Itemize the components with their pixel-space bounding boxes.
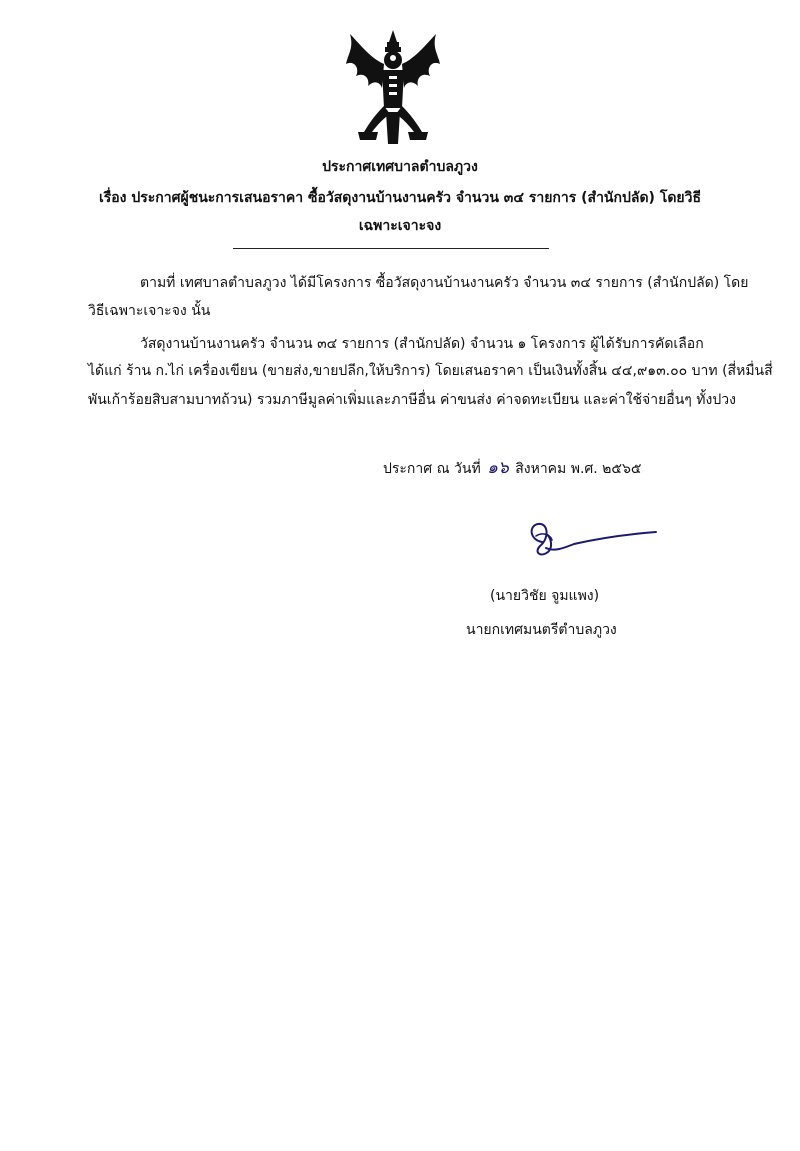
handwritten-signature [520, 512, 660, 562]
announcement-date [383, 454, 642, 481]
body-line-4: ได้แก่ ร้าน ก.ไก่ เครื่องเขียน (ขายส่ง,ขายปลีก,ให้บริการ) โดยเสนอราคา เป็นเงินทั้งสิ้น ๔๔,๙๑๓.๐๐ บาท (สี่หมื่นสี่ [88, 363, 773, 379]
signatory-name: (นายวิชัย จูมแพง) [490, 588, 600, 604]
body-line-2: วิธีเฉพาะเจาะจง นั้น [88, 303, 211, 319]
title-divider [233, 248, 549, 249]
signatory-position: นายกเทศมนตรีตำบลภูวง [466, 622, 617, 638]
date-prefix: ประกาศ ณ วันที่ [383, 461, 481, 477]
body-line-3: วัสดุงานบ้านงานครัว จำนวน ๓๔ รายการ (สำนักปลัด) จำนวน ๑ โครงการ ผู้ได้รับการคัดเลือก [140, 336, 704, 352]
body-line-5: พันเก้าร้อยสิบสามบาทถ้วน) รวมภาษีมูลค่าเพิ่มและภาษีอื่น ค่าขนส่ง ค่าจดทะเบียน และค่าใช้จ่ายอื่นๆ ทั้งปวง [88, 392, 736, 408]
document-subject: เรื่อง ประกาศผู้ชนะการเสนอราคา ซื้อวัสดุงานบ้านงานครัว จำนวน ๓๔ รายการ (สำนักปลัด) โดยวิธีเฉพาะเจาะจง [98, 190, 702, 234]
date-day: ๑๖ [487, 458, 509, 478]
body-line-1: ตามที่ เทศบาลตำบลภูวง ได้มีโครงการ ซื้อวัสดุงานบ้านงานครัว จำนวน ๓๔ รายการ (สำนักปลัด) โดย [140, 275, 749, 291]
garuda-emblem-icon [340, 28, 446, 148]
document-title: ประกาศเทศบาลตำบลภูวง [322, 159, 478, 175]
date-month-year: สิงหาคม พ.ศ. ๒๕๖๕ [515, 461, 642, 477]
